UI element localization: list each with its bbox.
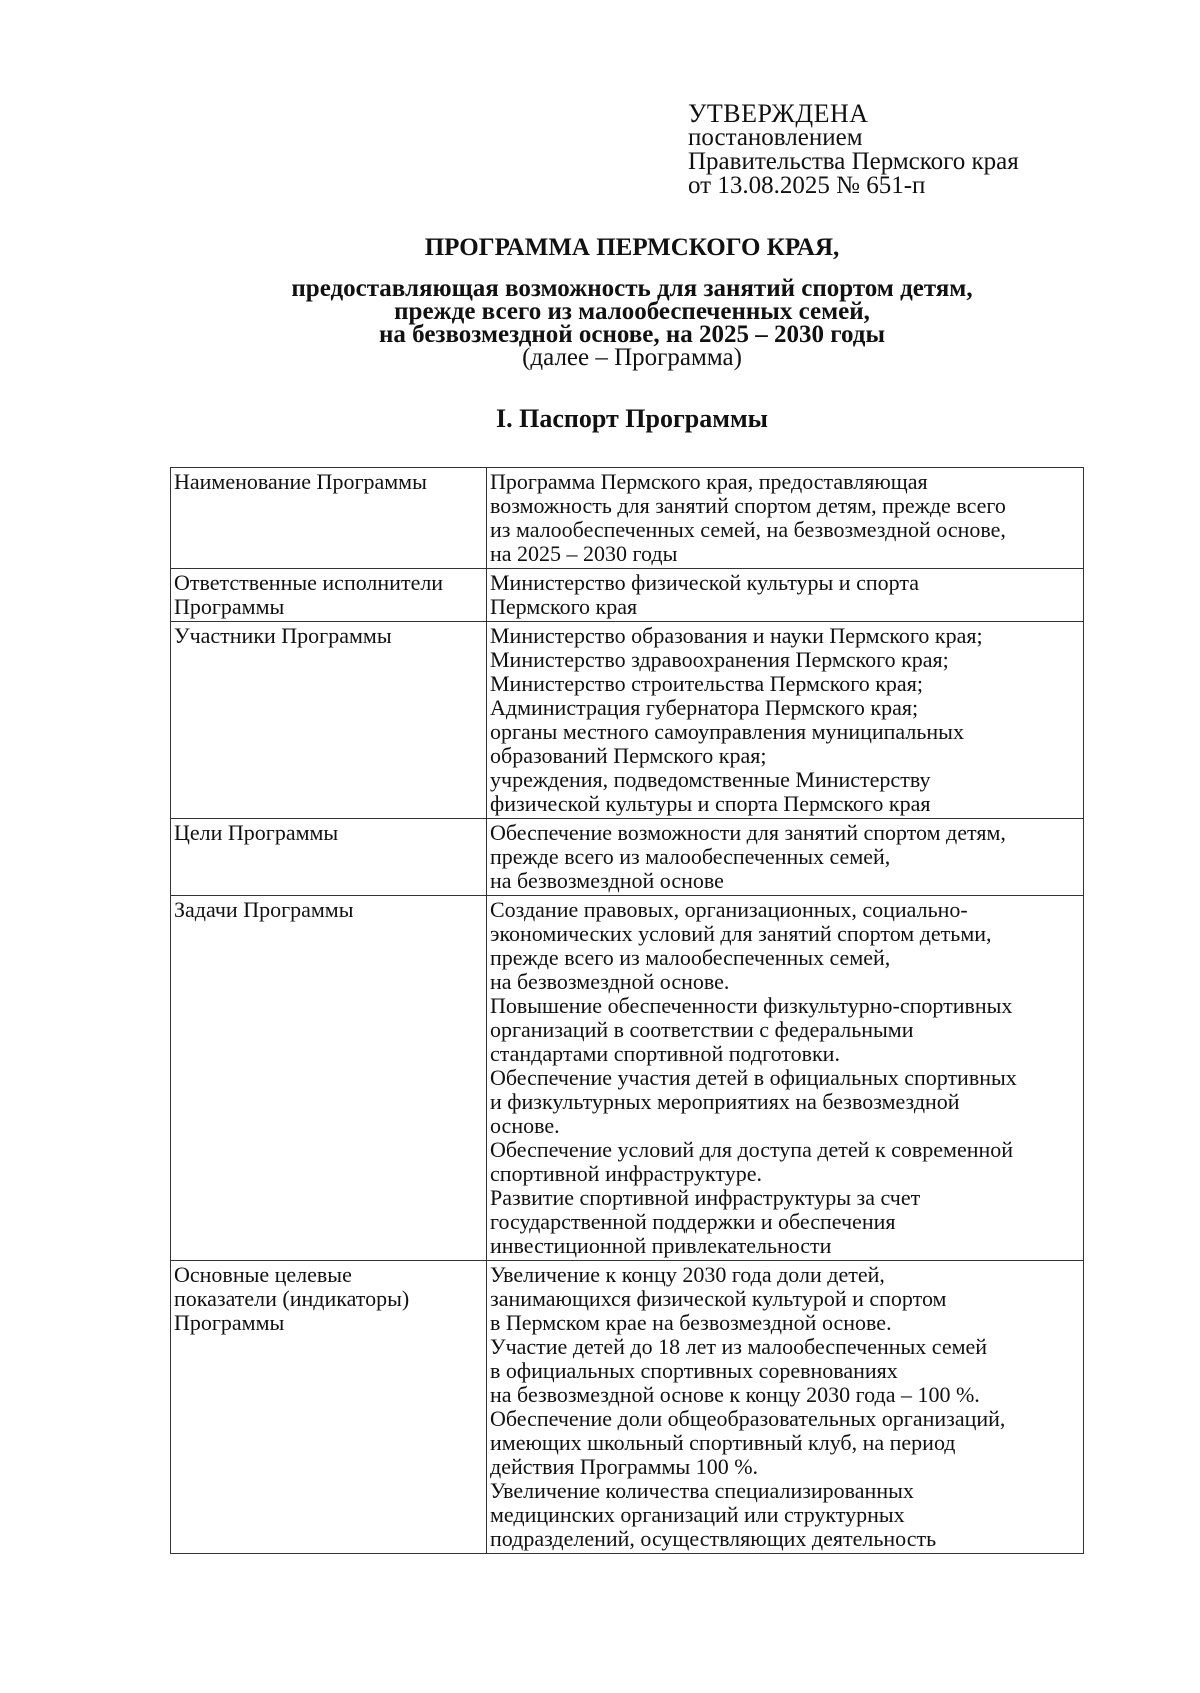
passport-value-line: Министерство образования и науки Пермского края;	[490, 623, 983, 648]
passport-value-cell	[487, 569, 1084, 622]
passport-value-line: экономических условий для занятий спортом детьми,	[490, 921, 992, 946]
passport-value-line: организаций в соответствии с федеральными	[490, 1017, 914, 1042]
subtitle-line: на безвозмездной основе, на 2025 – 2030 годы	[379, 321, 885, 348]
passport-value-line: возможность для занятий спортом детям, прежде всего	[490, 493, 1006, 518]
passport-key-line: Программы	[174, 1310, 285, 1335]
passport-value-line: из малообеспеченных семей, на безвозмездной основе,	[490, 517, 1006, 542]
passport-value-line: Министерство здравоохранения Пермского края;	[490, 647, 949, 672]
subtitle-note: (далее – Программа)	[522, 344, 742, 371]
passport-key-cell	[171, 468, 487, 569]
passport-value-line: органы местного самоуправления муниципальных	[490, 719, 964, 744]
passport-value-cell	[487, 468, 1084, 569]
section-heading: I. Паспорт Программы	[496, 404, 768, 433]
passport-value-line: государственной поддержки и обеспечения	[490, 1209, 896, 1234]
program-title: ПРОГРАММА ПЕРМСКОГО КРАЯ,	[424, 234, 840, 261]
passport-value-line: Министерство строительства Пермского края;	[490, 671, 923, 696]
passport-key-line: показатели (индикаторы)	[174, 1286, 410, 1311]
passport-table	[170, 467, 1084, 1554]
passport-value-cell	[487, 819, 1084, 896]
passport-value-line: и физкультурных мероприятиях на безвозмездной	[490, 1089, 960, 1114]
approval-line: постановлением	[688, 124, 863, 151]
passport-value-line: Администрация губернатора Пермского края;	[490, 695, 919, 720]
passport-row	[171, 622, 1084, 819]
passport-value-line: имеющих школьный спортивный клуб, на период	[490, 1430, 956, 1455]
passport-value-line: Министерство физической культуры и спорта	[490, 570, 919, 595]
passport-value-line: занимающихся физической культурой и спортом	[490, 1286, 947, 1311]
passport-value-line: физической культуры и спорта Пермского края	[490, 791, 931, 816]
passport-value-line: действия Программы 100 %.	[490, 1454, 759, 1479]
passport-value-line: на безвозмездной основе	[490, 868, 724, 893]
passport-value-cell	[487, 1261, 1084, 1554]
passport-value-line: Увеличение количества специализированных	[490, 1478, 914, 1503]
passport-key-line: Основные целевые	[174, 1262, 352, 1287]
passport-value-line: основе.	[490, 1113, 560, 1138]
passport-value-line: Обеспечение доли общеобразовательных организаций,	[490, 1406, 1006, 1431]
passport-row	[171, 1261, 1084, 1554]
passport-key-cell	[171, 819, 487, 896]
passport-value-line: медицинских организаций или структурных	[490, 1502, 905, 1527]
passport-value-line: на 2025 – 2030 годы	[490, 541, 678, 566]
passport-key-line: Участники Программы	[174, 623, 392, 648]
passport-value-line: Увеличение к концу 2030 года доли детей,	[490, 1262, 885, 1287]
passport-value-line: Обеспечение возможности для занятий спортом детям,	[490, 820, 1006, 845]
passport-value-line: в Пермском крае на безвозмездной основе.	[490, 1310, 892, 1335]
passport-value-line: Обеспечение участия детей в официальных спортивных	[490, 1065, 1017, 1090]
passport-value-line: Повышение обеспеченности физкультурно-спортивных	[490, 993, 1013, 1018]
passport-value-line: стандартами спортивной подготовки.	[490, 1041, 840, 1066]
passport-value-line: на безвозмездной основе к концу 2030 года – 100 %.	[490, 1382, 980, 1407]
passport-value-line: Программа Пермского края, предоставляющая	[490, 469, 928, 494]
passport-value-line: подразделений, осуществляющих деятельность	[490, 1526, 937, 1551]
passport-key-line: Цели Программы	[174, 820, 339, 845]
approval-stamp	[688, 99, 1019, 199]
approval-line: Правительства Пермского края	[688, 148, 1019, 175]
passport-value-line: Участие детей до 18 лет из малообеспеченных семей	[490, 1334, 988, 1359]
passport-value-line: в официальных спортивных соревнованиях	[490, 1358, 898, 1383]
passport-row	[171, 819, 1084, 896]
passport-value-line: Пермского края	[490, 594, 638, 619]
passport-value-line: прежде всего из малообеспеченных семей,	[490, 945, 891, 970]
passport-key-cell	[171, 569, 487, 622]
passport-row	[171, 896, 1084, 1261]
passport-value-cell	[487, 622, 1084, 819]
passport-value-line: прежде всего из малообеспеченных семей,	[490, 844, 891, 869]
passport-key-line: Задачи Программы	[174, 897, 354, 922]
passport-key-cell	[171, 1261, 487, 1554]
passport-value-line: инвестиционной привлекательности	[490, 1233, 832, 1258]
passport-key-line: Ответственные исполнители	[174, 570, 444, 595]
subtitle-line: предоставляющая возможность для занятий спортом детям,	[291, 275, 973, 302]
passport-value-line: Развитие спортивной инфраструктуры за счет	[490, 1185, 921, 1210]
passport-key-cell	[171, 896, 487, 1261]
passport-value-cell	[487, 896, 1084, 1261]
passport-value-line: образований Пермского края;	[490, 743, 767, 768]
passport-key-line: Наименование Программы	[174, 469, 427, 494]
passport-key-cell	[171, 622, 487, 819]
passport-key-line: Программы	[174, 594, 285, 619]
passport-row	[171, 569, 1084, 622]
subtitle-line: прежде всего из малообеспеченных семей,	[394, 298, 870, 325]
passport-row	[171, 468, 1084, 569]
passport-value-line: Создание правовых, организационных, социально-	[490, 897, 968, 922]
passport-value-line: на безвозмездной основе.	[490, 969, 730, 994]
passport-value-line: учреждения, подведомственные Министерству	[490, 767, 931, 792]
program-subtitle	[0, 277, 1200, 369]
approval-heading: УТВЕРЖДЕНА	[688, 99, 869, 128]
approval-line: от 13.08.2025 № 651-п	[688, 172, 926, 199]
passport-value-line: Обеспечение условий для доступа детей к современной	[490, 1137, 1014, 1162]
passport-value-line: спортивной инфраструктуре.	[490, 1161, 762, 1186]
